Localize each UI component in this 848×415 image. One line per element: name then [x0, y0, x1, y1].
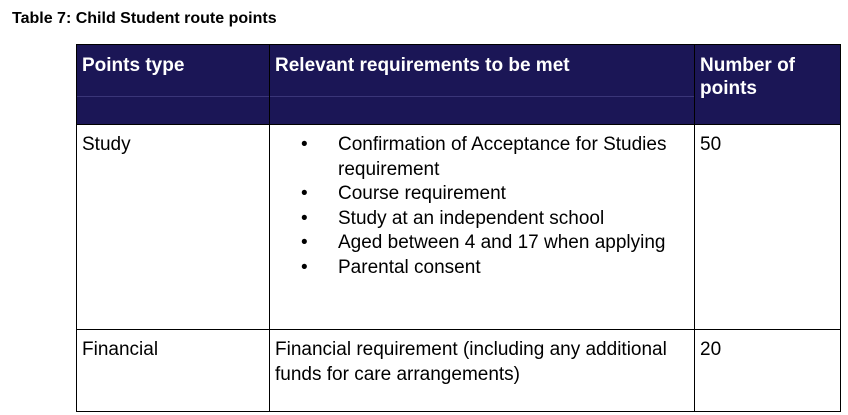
header-requirements-label: Relevant requirements to be met: [275, 55, 570, 76]
points-value: 20: [700, 339, 722, 360]
header-divider: [77, 96, 269, 97]
points-type-study: Study: [82, 134, 131, 155]
list-item: [275, 256, 689, 281]
bullet-icon: •: [301, 183, 308, 204]
list-item: [275, 231, 689, 256]
bullet-icon: •: [301, 232, 308, 253]
cell-requirements: [270, 330, 695, 412]
list-item: [275, 207, 689, 232]
header-requirements: [270, 45, 695, 125]
requirement-text: Aged between 4 and 17 when applying: [338, 232, 666, 253]
points-table: [76, 44, 841, 412]
table-caption: Table 7: Child Student route points: [12, 10, 277, 27]
cell-points: [695, 330, 841, 412]
header-points-type-label: Points type: [82, 55, 185, 76]
table-row: [77, 125, 841, 330]
requirement-text: Course requirement: [338, 183, 506, 204]
header-divider: [270, 96, 694, 97]
table-row: [77, 330, 841, 412]
header-points-type: [77, 45, 270, 125]
header-number-of-points-label: Number of points: [700, 55, 795, 99]
cell-requirements: [270, 125, 695, 330]
points-value: 50: [700, 134, 722, 155]
cell-points: [695, 125, 841, 330]
cell-points-type: [77, 330, 270, 412]
requirements-list: [275, 133, 689, 280]
bullet-icon: •: [301, 207, 308, 229]
requirement-text: Parental consent: [338, 256, 481, 278]
bullet-icon: •: [301, 134, 308, 155]
requirement-text: Confirmation of Acceptance for Studies requirement: [338, 134, 667, 180]
list-item: [275, 182, 689, 207]
list-item: [275, 133, 689, 182]
cell-points-type: [77, 125, 270, 330]
requirement-text: Study at an independent school: [338, 207, 605, 229]
table-header-row: [77, 45, 841, 125]
requirement-text: Financial requirement (including any additional funds for care arrangements): [275, 339, 667, 385]
points-type-financial: Financial: [82, 339, 159, 360]
header-number-of-points: [695, 45, 841, 125]
bullet-icon: •: [301, 256, 308, 278]
